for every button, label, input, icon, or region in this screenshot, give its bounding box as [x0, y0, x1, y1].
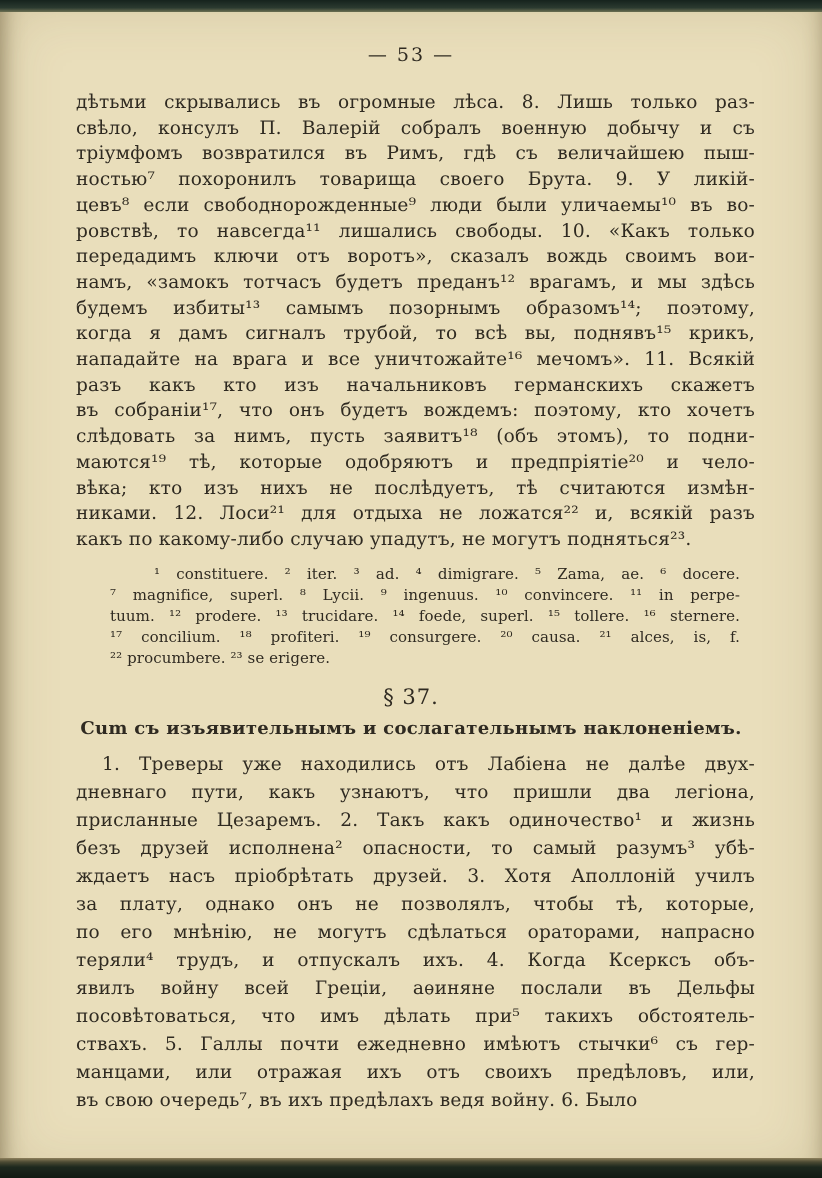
section-subtitle: Cum съ изъявительнымъ и сослагательнымъ наклоненіемъ. [80, 717, 742, 739]
text-line: въ собраніи¹⁷, что онъ будетъ вождемъ: поэтому, кто хочетъ [76, 400, 755, 422]
text-line: слѣдовать за нимъ, пусть заявитъ¹⁸ (объ этомъ), то подни- [76, 426, 755, 448]
text-line: присланные Цезаремъ. 2. Такъ какъ одиночество¹ и жизнь [76, 809, 755, 831]
text-line: ностью⁷ похоронилъ товарища своего Брута. 9. У ликій- [76, 169, 755, 191]
exercise-36-paragraph [76, 90, 755, 553]
text-line: манцами, или отражая ихъ отъ своихъ предѣловъ, или, [76, 1061, 755, 1083]
text-line: въ свою очередь⁷, въ ихъ предѣлахъ ведя войну. 6. Было [76, 1089, 638, 1111]
text-line: тріумфомъ возвратился въ Римъ, гдѣ съ величайшею пыш- [76, 143, 755, 165]
text-line: 1. Треверы уже находились отъ Лабіена не далѣе двух- [102, 753, 755, 775]
text-line: явилъ войну всей Греціи, аѳиняне послали въ Дельфы [76, 977, 755, 999]
text-line: ствахъ. 5. Галлы почти ежедневно имѣютъ стычки⁶ съ гер- [76, 1033, 755, 1055]
text-line: свѣло, консулъ П. Валерій собралъ военную добычу и съ [76, 117, 755, 139]
text-line: разъ какъ кто изъ начальниковъ германскихъ скажетъ [76, 374, 755, 396]
text-line: намъ, «замокъ тотчасъ будетъ преданъ¹² врагамъ, и мы здѣсь [76, 271, 755, 293]
text-line: какъ по какому-либо случаю упадутъ, не могутъ подняться²³. [76, 528, 692, 550]
text-line: ²² procumbere. ²³ se erigere. [110, 648, 331, 667]
section-heading: § 37. [383, 684, 439, 709]
text-line: по его мнѣнію, не могутъ сдѣлаться ораторами, напрасно [76, 921, 755, 943]
text-line: нападайте на врага и все уничтожайте¹⁶ мечомъ». 11. Всякій [76, 349, 755, 371]
text-line: когда я дамъ сигналъ трубой, то всѣ вы, поднявъ¹⁵ крикъ, [76, 323, 755, 345]
text-line: ⁷ magnifice, superl. ⁸ Lycii. ⁹ ingenuus. ¹⁰ convincere. ¹¹ in perpe- [110, 585, 740, 604]
text-line: дѣтьми скрывались въ огромные лѣса. 8. Лишь только раз- [76, 92, 755, 113]
scan-edge-bottom [0, 1158, 822, 1178]
text-line: безъ друзей исполнена² опасности, то самый разумъ³ убѣ- [76, 837, 755, 859]
text-line: ¹⁷ concilium. ¹⁸ profiteri. ¹⁹ consurgere. ²⁰ causa. ²¹ alces, is, f. [110, 627, 740, 646]
text-line: никами. 12. Лоси²¹ для отдыха не ложатся²² и, всякій разъ [76, 503, 755, 525]
exercise-37-paragraph [76, 751, 755, 1115]
page-number: — 53 — [367, 44, 455, 66]
text-line: ¹ constituere. ² iter. ³ ad. ⁴ dimigrare. ⁵ Zama, ae. ⁶ docere. [154, 564, 740, 583]
text-line: ровствѣ, то навсегда¹¹ лишались свободы. 10. «Какъ только [76, 220, 755, 242]
scan-edge-top [0, 0, 822, 12]
text-line: цевъ⁸ если свободнорожденные⁹ люди были уличаемы¹⁰ въ во- [76, 194, 755, 216]
text-line: маются¹⁹ тѣ, которые одобряютъ и предпріятіе²⁰ и чело- [76, 451, 755, 473]
text-line: передадимъ ключи отъ воротъ», сказалъ вождь своимъ вои- [76, 246, 755, 268]
text-line: теряли⁴ трудъ, и отпускалъ ихъ. 4. Когда Ксерксъ объ- [76, 949, 755, 971]
text-line: за плату, однако онъ не позволялъ, чтобы тѣ, которые, [76, 893, 755, 915]
text-line: вѣка; кто изъ нихъ не послѣдуетъ, тѣ считаются измѣн- [76, 477, 755, 499]
text-line: будемъ избиты¹³ самымъ позорнымъ образомъ¹⁴; поэтому, [76, 297, 755, 319]
text-line: ждаетъ насъ пріобрѣтать друзей. 3. Хотя Аполлоній училъ [76, 865, 755, 887]
footnotes-block [110, 564, 740, 669]
text-line: tuum. ¹² prodere. ¹³ trucidare. ¹⁴ foede, superl. ¹⁵ tollere. ¹⁶ sternere. [110, 606, 740, 625]
text-line: дневнаго пути, какъ узнаютъ, что пришли два легіона, [76, 781, 755, 803]
text-line: посовѣтоваться, что имъ дѣлать при⁵ такихъ обстоятель- [76, 1005, 755, 1027]
